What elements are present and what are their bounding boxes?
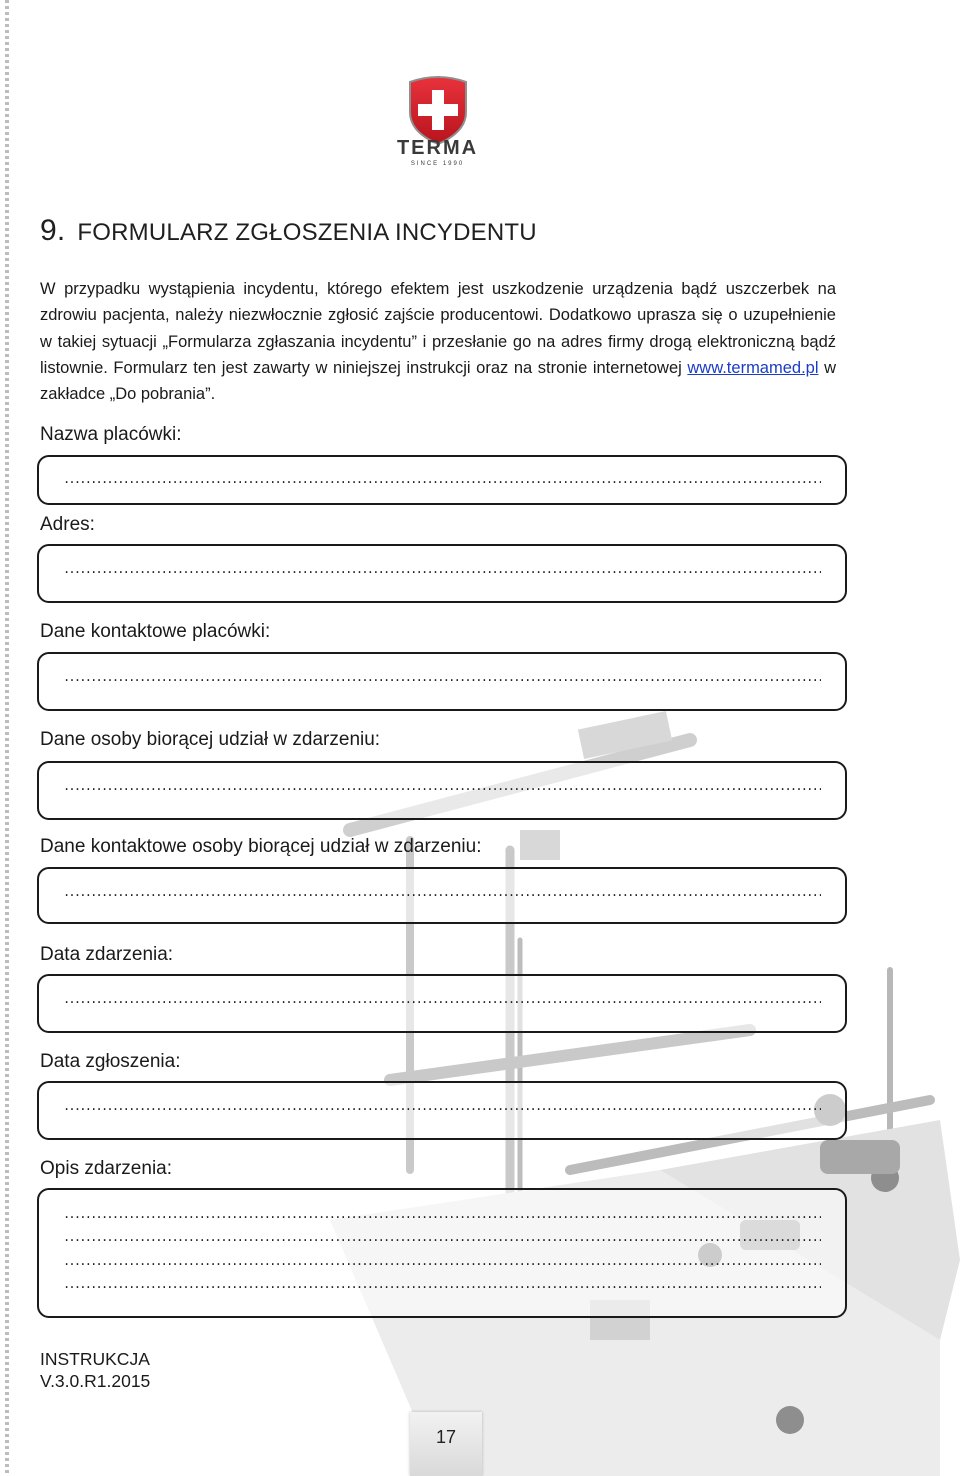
field-box-facility-contact[interactable] [37,652,847,711]
dotted-line [63,1278,821,1290]
website-link[interactable]: www.termamed.pl [687,358,819,377]
dotted-line [63,1231,821,1243]
page-number: 17 [410,1412,482,1476]
svg-text:SINCE 1990: SINCE 1990 [410,161,465,167]
terma-logo-graphic [380,72,495,172]
section-title-text: FORMULARZ ZGŁOSZENIA INCYDENTU [77,219,537,246]
section-number: 9. [40,214,66,247]
field-label-participant-contact: Dane kontaktowe osoby biorącej udział w zdarzeniu: [40,836,482,857]
field-label-facility-name: Nazwa placówki: [40,424,182,445]
field-label-incident-date: Data zdarzenia: [40,944,174,965]
dotted-line [63,780,821,792]
intro-text: W przypadku wystąpienia incydentu, którego efektem jest uszkodzenie urządzenia bądź uszczerbek na zdrowiu pacjenta, należy niezwłocznie zgłosić zajście producentowi. Dodatkowo uprasza się o uzupełnienie w takiej sytuacji „Formularza zgłaszania incydentu” i przesłanie go na adres firmy drogą elektroniczną bądź listownie. Formularz ten jest zawarty w niniejszej instrukcji oraz na stronie internetowej [40,280,836,377]
field-box-facility-name[interactable] [37,455,847,505]
field-label-address: Adres: [40,514,95,535]
field-label-facility-contact: Dane kontaktowe placówki: [40,621,271,642]
dotted-line [63,1208,821,1220]
dotted-line [63,671,821,683]
section-heading [40,214,537,248]
svg-text:TERMA: TERMA [396,137,479,159]
page-left-border [5,0,9,1476]
footer-document-name: INSTRUKCJA [40,1349,150,1369]
dotted-line [63,563,821,575]
intro-paragraph [40,276,836,407]
terma-logo [380,72,495,172]
field-label-report-date: Data zgłoszenia: [40,1051,181,1072]
field-box-report-date[interactable] [37,1081,847,1140]
dotted-line [63,1255,821,1267]
intro-text-end: w zakładce „Do pobrania”. [40,358,837,404]
field-label-incident-description: Opis zdarzenia: [40,1158,173,1179]
dotted-line [63,993,821,1005]
field-box-incident-date[interactable] [37,974,847,1033]
field-box-incident-description[interactable] [37,1188,847,1318]
footer-version: V.3.0.R1.2015 [40,1371,151,1391]
footer-document-info [40,1348,150,1392]
field-label-participant: Dane osoby biorącej udział w zdarzeniu: [40,729,381,750]
field-box-participant-contact[interactable] [37,867,847,924]
field-box-participant[interactable] [37,761,847,820]
dotted-line [63,1100,821,1112]
field-box-address[interactable] [37,544,847,603]
dotted-line [63,886,821,898]
dotted-line [63,473,821,485]
